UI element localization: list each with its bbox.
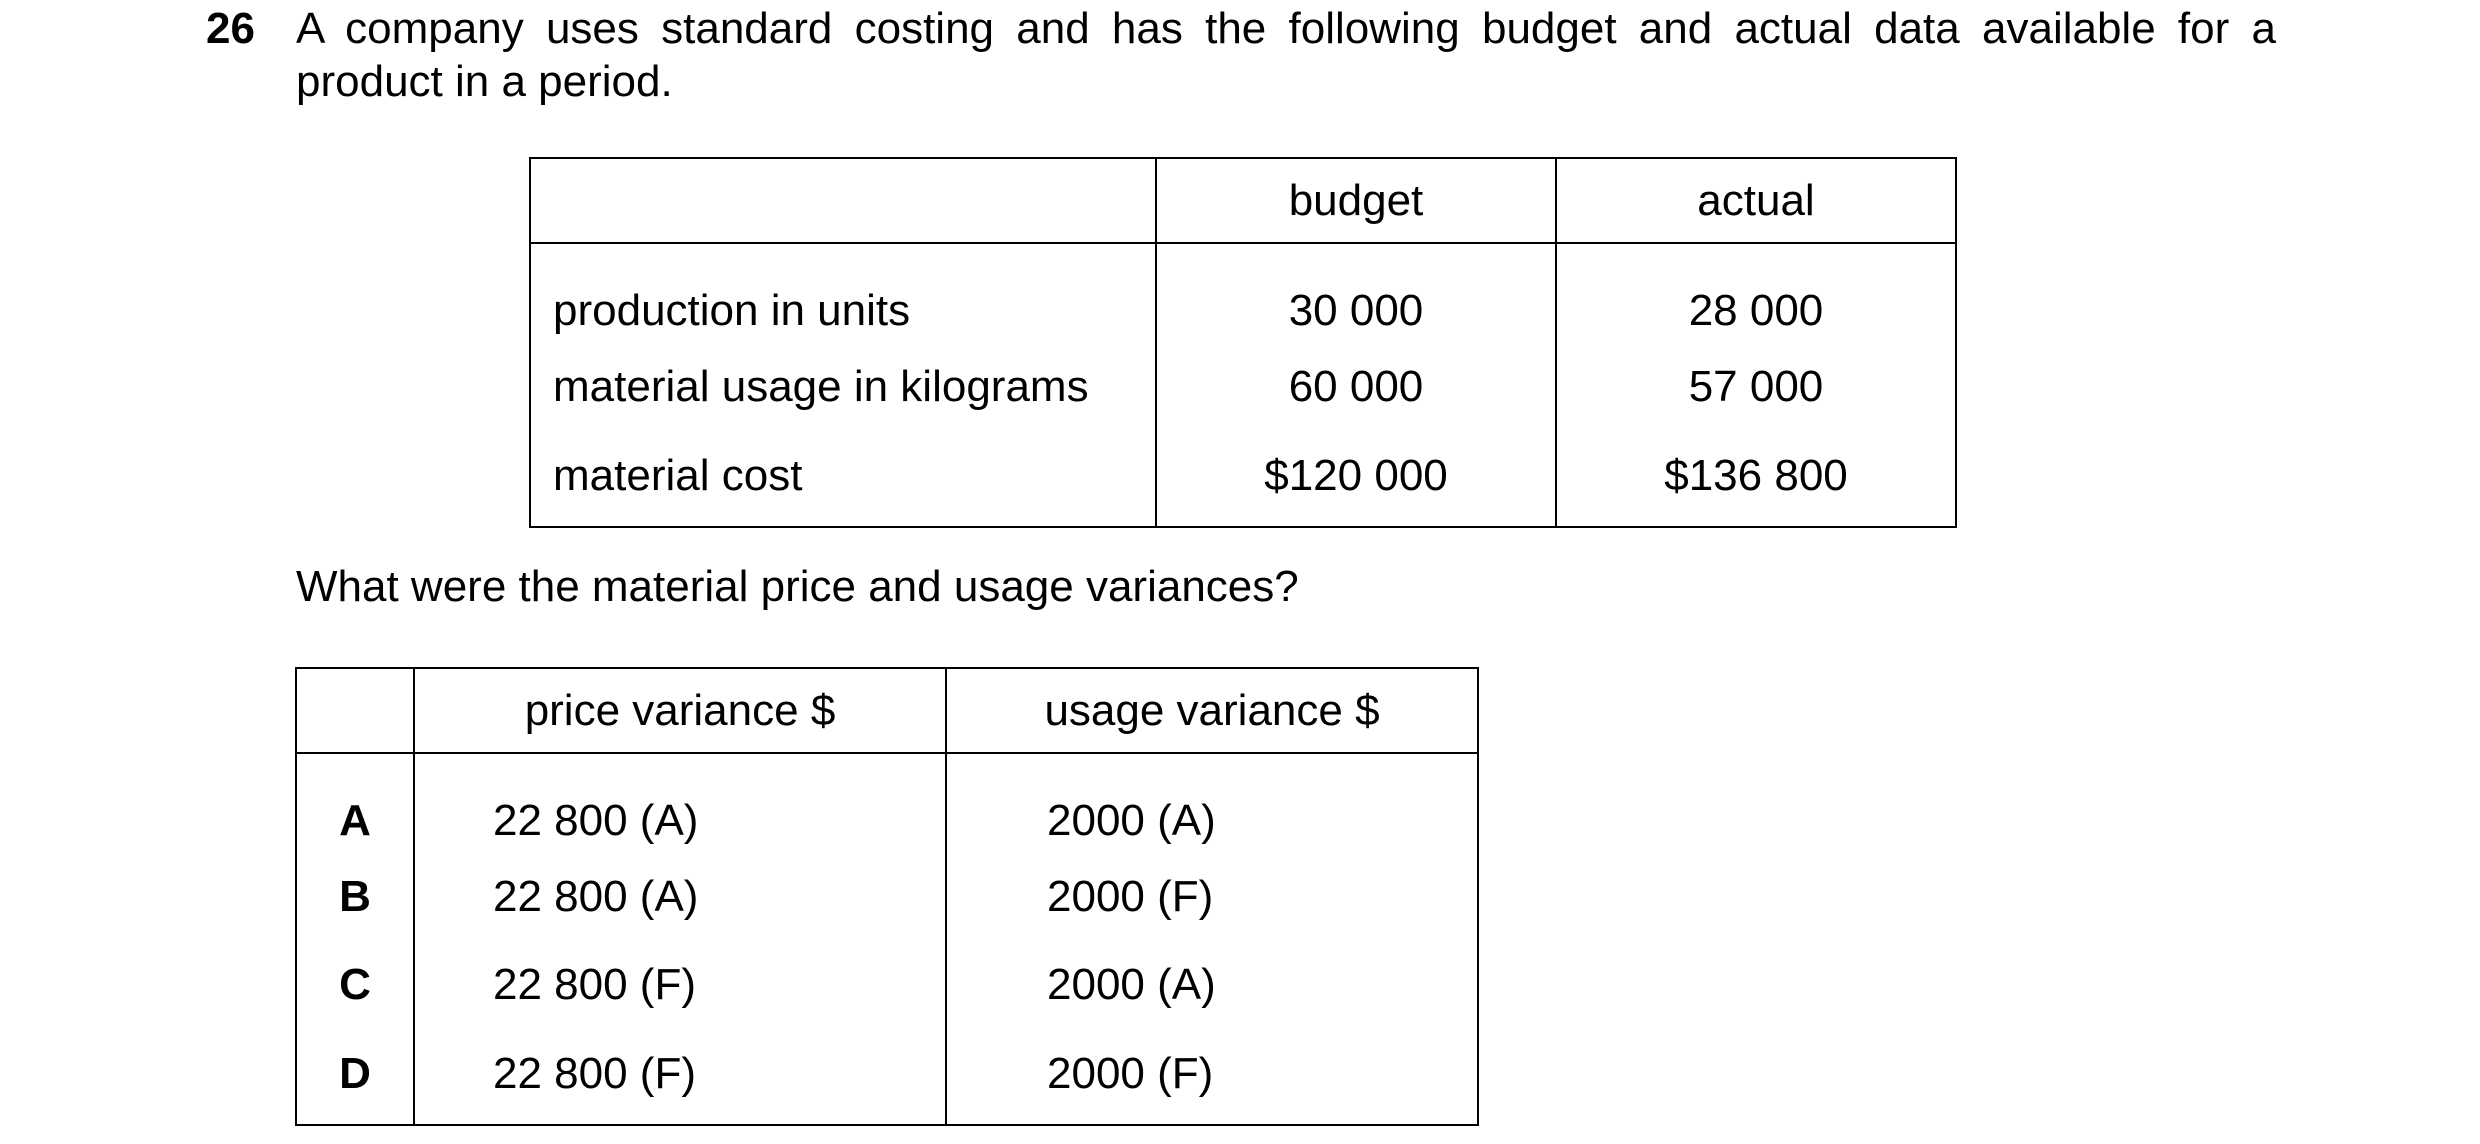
budget-actual-table <box>529 157 1957 528</box>
header-cell-actual: actual <box>1556 158 1956 243</box>
row-label: material cost <box>553 451 803 500</box>
table-header-row <box>296 668 1478 753</box>
table-header-row <box>530 158 1956 243</box>
option-letter: C <box>339 960 371 1009</box>
answer-option-a[interactable] <box>296 753 1478 860</box>
question-prompt: What were the material price and usage variances? <box>296 562 1299 611</box>
price-variance-value: 22 800 (F) <box>493 1049 696 1098</box>
answer-options-table <box>295 667 1479 1126</box>
row-label: production in units <box>553 286 911 335</box>
answer-option-d[interactable] <box>296 1036 1478 1125</box>
header-cell-usage-variance: usage variance $ <box>946 668 1478 753</box>
budget-value: 60 000 <box>1288 362 1424 411</box>
actual-value: $136 800 <box>1664 451 1848 500</box>
price-variance-value: 22 800 (A) <box>493 872 699 921</box>
table-row <box>530 350 1956 438</box>
budget-value: $120 000 <box>1264 451 1448 500</box>
budget-value: 30 000 <box>1288 286 1424 335</box>
actual-value: 28 000 <box>1688 286 1824 335</box>
row-label: material usage in kilograms <box>553 362 1089 411</box>
option-letter: B <box>339 872 371 921</box>
usage-variance-value: 2000 (F) <box>1047 1049 1214 1098</box>
header-cell-empty <box>530 158 1156 243</box>
actual-value: 57 000 <box>1688 362 1824 411</box>
usage-variance-value: 2000 (F) <box>1047 872 1214 921</box>
usage-variance-value: 2000 (A) <box>1047 960 1216 1009</box>
question-number: 26 <box>206 4 255 53</box>
header-cell-budget: budget <box>1156 158 1556 243</box>
header-cell-price-variance: price variance $ <box>414 668 946 753</box>
header-cell-empty <box>296 668 414 753</box>
answer-option-c[interactable] <box>296 948 1478 1036</box>
price-variance-value: 22 800 (A) <box>493 796 699 845</box>
price-variance-value: 22 800 (F) <box>493 960 696 1009</box>
option-letter: A <box>339 796 371 845</box>
table-row <box>530 243 1956 350</box>
question-stem: A company uses standard costing and has the following budget and actual data available for a product in a period. <box>296 4 2276 106</box>
usage-variance-value: 2000 (A) <box>1047 796 1216 845</box>
answer-option-b[interactable] <box>296 860 1478 948</box>
table-row <box>530 438 1956 527</box>
option-letter: D <box>339 1049 371 1098</box>
